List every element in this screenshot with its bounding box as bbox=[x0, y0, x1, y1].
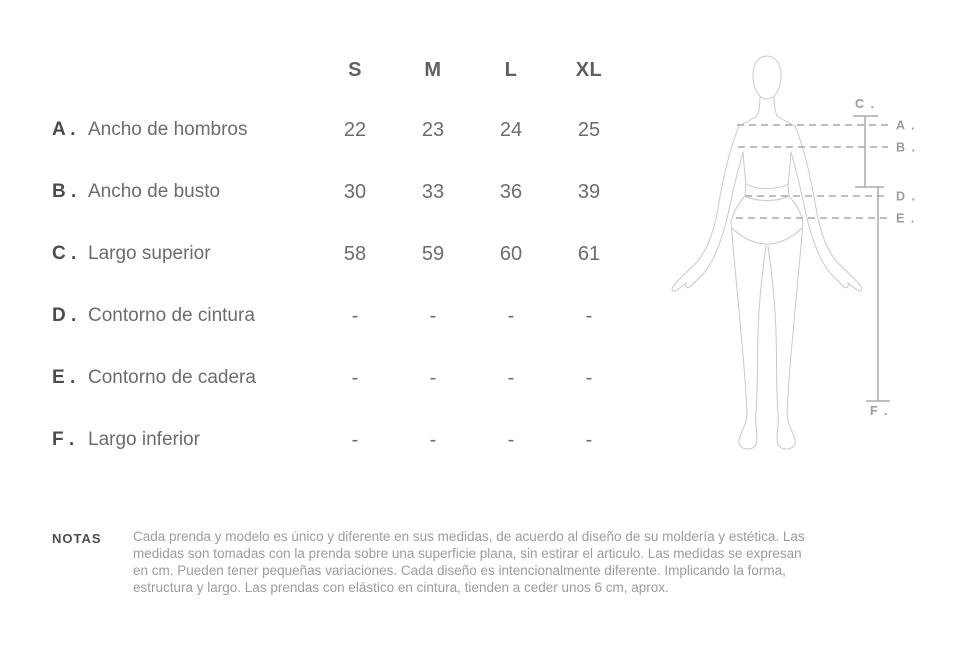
size-header-xl: XL bbox=[575, 58, 603, 81]
figure-head bbox=[753, 56, 781, 99]
table-row bbox=[52, 161, 628, 223]
measurement-value: - bbox=[429, 304, 437, 327]
size-header-m: M bbox=[424, 58, 442, 81]
figure-leg-left bbox=[731, 222, 766, 449]
size-header-row bbox=[52, 50, 628, 90]
notes-heading: NOTAS bbox=[52, 531, 102, 546]
measurement-value: - bbox=[351, 366, 359, 389]
measurement-label bbox=[52, 243, 316, 265]
figure-label-e: E . bbox=[896, 211, 916, 226]
measurement-value: - bbox=[507, 366, 515, 389]
measurement-letter: E . bbox=[52, 367, 76, 388]
table-row bbox=[52, 409, 628, 471]
table-row bbox=[52, 285, 628, 347]
figure-briefs bbox=[732, 228, 767, 244]
figure-neck bbox=[757, 97, 760, 116]
body-measurement-diagram bbox=[660, 45, 960, 465]
figure-label-f: F . bbox=[870, 404, 890, 418]
figure-label-a: A . bbox=[896, 118, 917, 133]
measurement-letter: C . bbox=[52, 243, 77, 264]
figure-waistband bbox=[745, 184, 746, 196]
measurement-name: Largo superior bbox=[88, 243, 211, 264]
measurement-value: 23 bbox=[421, 118, 445, 141]
measurement-value: - bbox=[507, 304, 515, 327]
size-header-l: L bbox=[504, 58, 518, 81]
measurement-label bbox=[52, 181, 316, 203]
figure-briefs bbox=[767, 228, 802, 244]
figure-leg-right bbox=[768, 222, 803, 449]
figure-torso bbox=[788, 152, 791, 184]
notes-line: medidas son tomadas con la prenda sobre una superficie plana, sin estirar el articulo. Las medidas se expresan bbox=[133, 546, 802, 561]
measurement-value: - bbox=[429, 428, 437, 451]
figure-outline bbox=[672, 56, 862, 449]
measurement-name: Ancho de hombros bbox=[88, 119, 248, 140]
measurement-name: Largo inferior bbox=[88, 429, 200, 450]
figure-waistband bbox=[746, 184, 788, 189]
measurement-letter: B . bbox=[52, 181, 77, 202]
notes-line: Cada prenda y modelo es único y diferente en sus medidas, de acuerdo al diseño de su moldería y estética. Las bbox=[133, 529, 805, 544]
measurement-value: 22 bbox=[343, 118, 367, 141]
measurement-label bbox=[52, 367, 316, 389]
measurement-value: 25 bbox=[577, 118, 601, 141]
size-chart-table bbox=[52, 50, 628, 471]
measurement-letter: F . bbox=[52, 429, 75, 450]
measurement-value: 30 bbox=[343, 180, 367, 203]
table-row bbox=[52, 99, 628, 161]
measurement-value: 59 bbox=[421, 242, 445, 265]
measurement-value: 33 bbox=[421, 180, 445, 203]
figure-torso bbox=[743, 152, 746, 184]
size-header-s: S bbox=[348, 58, 362, 81]
measurement-name: Contorno de cadera bbox=[88, 367, 256, 388]
measurement-value: 39 bbox=[577, 180, 601, 203]
measurement-value: - bbox=[585, 366, 593, 389]
measurement-value: - bbox=[585, 304, 593, 327]
notes-line: estructura y largo. Las prendas con elástico en cintura, tienden a ceder unos 6 cm, aprox. bbox=[133, 580, 669, 595]
measurement-name: Ancho de busto bbox=[88, 181, 221, 202]
size-table-body bbox=[52, 99, 628, 471]
measurement-label bbox=[52, 305, 316, 327]
measurement-value: - bbox=[351, 304, 359, 327]
table-row bbox=[52, 347, 628, 409]
notes-line: en cm. Pueden tener pequeñas variaciones. Cada diseño es intencionalmente diferente. Implicando la forma, bbox=[133, 563, 786, 578]
measurement-value: - bbox=[429, 366, 437, 389]
measurement-value: - bbox=[585, 428, 593, 451]
measurement-value: - bbox=[351, 428, 359, 451]
figure-label-b: B . bbox=[896, 140, 917, 155]
measurement-name: Contorno de cintura bbox=[88, 305, 255, 326]
figure-label-c: C . bbox=[855, 97, 876, 111]
figure-label-d: D . bbox=[896, 189, 917, 204]
figure-neck bbox=[774, 97, 777, 116]
measurement-value: 58 bbox=[343, 242, 367, 265]
measurement-label bbox=[52, 119, 316, 141]
measurement-value: 24 bbox=[499, 118, 523, 141]
measurement-value: 60 bbox=[499, 242, 523, 265]
notes-body bbox=[133, 528, 923, 596]
figure-arm-left bbox=[672, 126, 743, 291]
measurement-value: - bbox=[507, 428, 515, 451]
measurement-label bbox=[52, 429, 316, 451]
measurement-letter: A . bbox=[52, 119, 76, 140]
table-row bbox=[52, 223, 628, 285]
measurement-value: 61 bbox=[577, 242, 601, 265]
figure-waistband bbox=[788, 184, 789, 196]
measurement-value: 36 bbox=[499, 180, 523, 203]
measurement-letter: D . bbox=[52, 305, 77, 326]
figure-arm-right bbox=[791, 126, 862, 291]
